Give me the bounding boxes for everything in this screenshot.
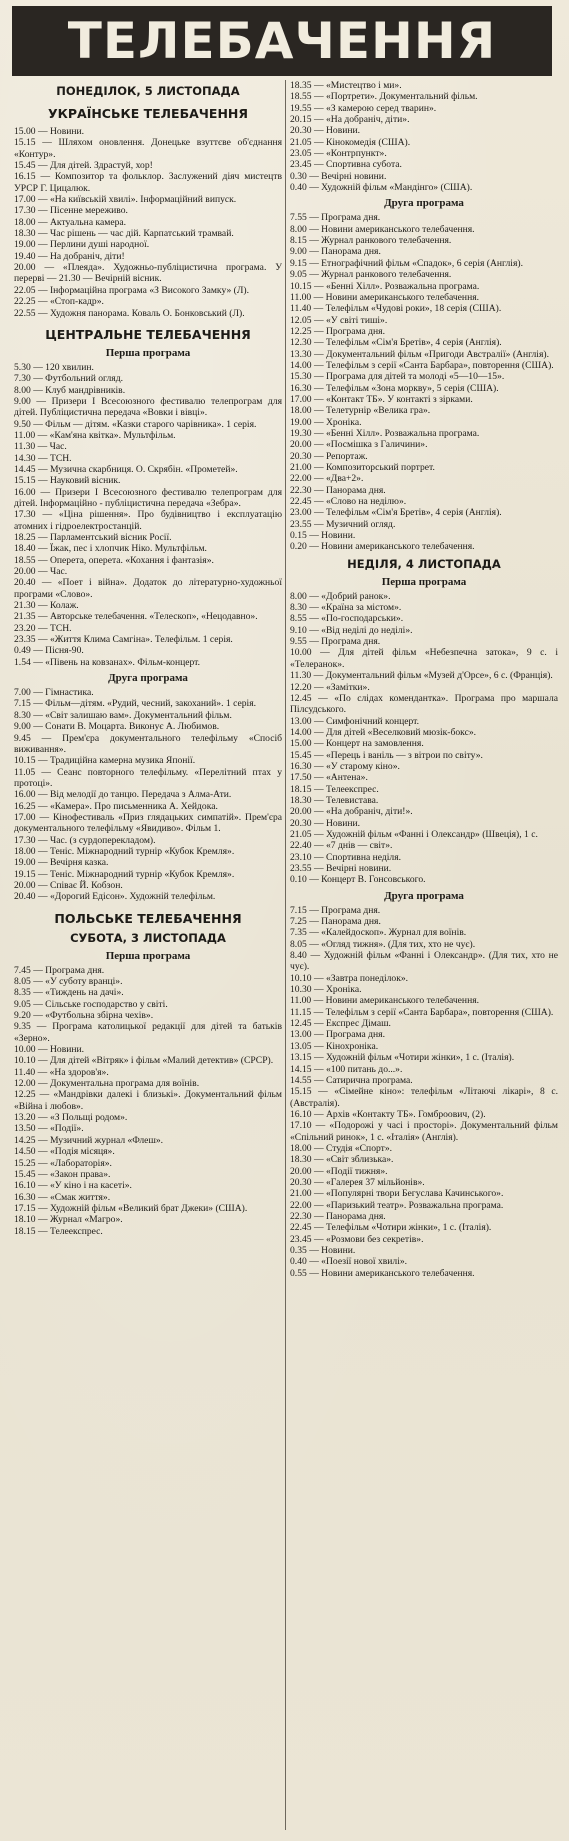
listing-entry: 18.00 — Телетурнір «Велика гра». [290,405,431,417]
listing-entry: 14.55 — Сатирична програма. [290,1074,413,1086]
listing-entry: 0.10 — Концерт В. Гонсовського. [290,874,426,886]
listing-entry: 10.10 — «Завтра понеділок». [290,972,409,984]
program-heading-central-first: Перша програма [105,346,191,359]
listing-entry: 23.35 — «Життя Клима Самгіна». Телефільм. 1 серія. [14,634,233,646]
listing-entry: 7.30 — Футбольний огляд. [14,373,123,385]
listing-entry: 14.00 — Телефільм з серії «Санта Барбара», повторення (США). [290,359,554,371]
listing-entry: 11.15 — Телефільм з серії «Санта Барбара», повторення (США). [290,1006,554,1018]
listing-entry: 9.05 — Сільське господарство у світі. [14,998,168,1010]
listing-entry: 17.00 — Кінофестиваль «Приз глядацьких симпатій». Прем'єра документального телефільму «Явидиво». Фільм 1. [14,811,282,835]
channel-heading-central: ЦЕНТРАЛЬНЕ ТЕЛЕБАЧЕННЯ [45,326,251,342]
listing-entry: 11.30 — Час. [14,441,67,453]
listing-entry: 8.55 — «По-господарськи». [290,613,404,625]
listing-entry: 7.35 — «Калейдоскоп». Журнал для воїнів. [290,927,467,939]
listing-entry: 16.25 — «Камера». Про письменника А. Хейдока. [14,800,218,812]
listing-entry: 16.30 — «Смак життя». [14,1191,111,1203]
listing-entry: 0.40 — Художній фільм «Мандінго» (США). [290,182,473,194]
listing-entry: 0.30 — Вечірні новини. [290,170,387,182]
listing-entry: 11.40 — «На здоров'я». [14,1066,109,1078]
listing-entry: 8.35 — «Тиждень на дачі». [14,987,124,999]
listing-entry: 15.00 — Концерт на замовлення. [290,738,424,750]
listing-entry: 16.00 — Призери I Всесоюзного фестивалю телепрограм для дітей. Інформаційно - публіцистична передача «Зебра». [14,486,282,509]
listing-entry: 17.00 — «На київській хвилі». Інформаційний випуск. [14,194,237,206]
listing-entry: 13.00 — Програма дня. [290,1029,385,1041]
listing-entry: 21.30 — Колаж. [14,600,79,612]
listing-entry: 0.15 — Новини. [290,530,356,542]
listing-entry: 12.25 — «Мандрівки далекі і близькі». Документальний фільм «Війна і любов». [14,1089,282,1112]
listing-entry: 13.30 — Документальний фільм «Пригоди Австралії» (Англія). [290,348,549,360]
masthead-title: ТЕЛЕБАЧЕННЯ [67,12,497,70]
listing-polish-second-sun [290,905,558,1279]
listing-entry: 21.05 — Художній фільм «Фанні і Олександр» (Швеція), 1 с. [290,828,538,840]
listing-entry: 18.15 — Телеекспрес. [290,783,379,795]
listing-entry: 11.00 — «Кам'яна квітка». Мультфільм. [14,429,176,441]
listing-entry: 22.25 — «Стоп-кадр». [14,296,104,308]
channel-heading-polish: ПОЛЬСЬКЕ ТЕЛЕБАЧЕННЯ [54,910,242,926]
listing-entry: 15.00 — Новини. [14,126,85,137]
listing-entry: 18.55 — Оперета, оперета. «Кохання і фантазія». [14,554,214,566]
listing-entry: 14.15 — «100 питань до...». [290,1063,403,1075]
listing-entry: 7.00 — Гімнастика. [14,687,94,699]
listing-entry: 17.30 — Пісенне мереживо. [14,205,128,217]
listing-entry: 13.20 — «З Польщі родом». [14,1112,128,1124]
listing-entry: 9.10 — «Від неділі до неділі». [290,624,413,636]
listing-entry: 22.30 — Панорама дня. [290,1210,386,1222]
listing-entry: 12.25 — Програма дня. [290,325,385,337]
listing-entry: 19.55 — «З камерою серед тварин». [290,102,437,114]
listing-entry: 20.30 — «Галерея 37 мільйонів». [290,1176,425,1188]
listing-entry: 17.15 — Художній фільм «Великий брат Джеки» (США). [14,1202,248,1214]
listing-entry: 21.35 — Авторське телебачення. «Телескоп», «Нецодавно». [14,611,258,623]
listing-entry: 18.00 — Актуальна камера. [14,216,127,228]
listing-entry: 20.30 — Репортаж. [290,450,368,462]
listing-entry: 10.00 — Новини. [14,1044,85,1056]
listing-entry: 11.30 — Документальний фільм «Музей д'Орсе», 6 с. (Франція). [290,670,553,682]
listing-entry: 21.05 — Кінокомедія (США). [290,136,411,148]
listing-entry: 15.45 — «Перець і ваніль — з вітрои по світу». [290,749,483,761]
listing-entry: 19.15 — Теніс. Міжнародний турнір «Кубок Кремля». [14,868,235,880]
listing-entry: 20.15 — «На добраніч, діти». [290,114,410,126]
program-heading-central-second: Друга програма [108,672,188,685]
listing-entry: 15.15 — Шляхом оновлення. Донецьке взуттєве об'єднання «Контур». [14,137,282,160]
program-heading-polish-second-sun: Друга програма [384,889,464,902]
listing-entry: 8.30 — «Країна за містом». [290,602,402,614]
listing-entry: 0.20 — Новини американського телебачення. [290,541,475,553]
listing-entry: 18.15 — Телеекспрес. [14,1225,103,1237]
listing-entry: 8.40 — Художній фільм «Фанні і Олександр». (Для тих, хто не чує). [290,950,558,973]
listing-entry: 9.45 — Прем'єра документального телефільму «Спосіб виживання». [14,732,282,755]
listing-entry: 8.00 — «Добрий ранок». [290,590,391,602]
program-heading-polish-second-sat: Друга програма [384,197,464,210]
listing-entry: 20.00 — Співає Й. Кобзон. [14,879,123,891]
day-heading-monday: ПОНЕДІЛОК, 5 ЛИСТОПАДА [56,84,240,98]
listing-entry: 16.10 — «У кіно і на касеті». [14,1180,132,1192]
listing-entry: 0.49 — Пісня-90. [14,645,84,657]
listing-entry: 8.00 — Клуб мандрівників. [14,384,126,396]
listing-entry: 18.10 — Журнал «Магро». [14,1214,123,1226]
listing-entry: 14.50 — «Подія місяця». [14,1146,115,1158]
listing-entry: 22.30 — Панорама дня. [290,484,386,496]
listing-entry: 9.20 — «Футбольна збірна чехів». [14,1010,154,1022]
listing-entry: 15.30 — Програма для дітей та молоді «5—10—15». [290,371,505,383]
listing-entry: 14.45 — Музична скарбниця. О. Скрябін. «Прометей». [14,463,238,475]
listing-entry: 23.45 — Спортивна субота. [290,159,402,171]
listing-entry: 19.30 — «Бенні Хілл». Розважальна програма. [290,427,480,439]
listing-entry: 7.15 — Фільм—дітям. «Рудий, чесний, закоханий». 1 серія. [14,698,257,710]
listing-entry: 20.00 — Час. [14,566,68,578]
listing-entry: 16.15 — Композитор та фольклор. Заслужений діяч мистецтв УРСР Г. Цицалюк. [14,171,282,194]
listing-entry: 8.00 — Новини американського телебачення. [290,223,475,235]
listing-entry: 12.45 — «По слідах комендантка». Програма про маршала Пілсудського. [290,692,558,716]
listing-entry: 9.00 — Панорама дня. [290,246,381,258]
column-divider [285,80,286,1830]
listing-entry: 9.00 — Сонати В. Моцарта. Виконує А. Любимов. [14,721,220,733]
listing-entry: 19.00 — Перлини душі народної. [14,239,150,251]
listing-entry: 20.40 — «Дорогий Едісон». Художній телефільм. [14,891,216,903]
listing-entry: 9.05 — Журнал ранкового телебачення. [290,269,452,281]
listing-entry: 10.15 — «Бенні Хілл». Розважальна програма. [290,280,480,292]
listing-entry: 17.30 — «Ціна рішення». Про будівництво і експлуатацію атомних і гідроелектростанцій. [14,509,282,532]
listing-entry: 13.00 — Симфонічний концерт. [290,715,420,727]
listing-entry: 20.00 — «Події тижня». [290,1165,388,1177]
listing-entry: 20.40 — «Поет і війна». Додаток до літературно-художньої програми «Слово». [14,577,282,600]
right-column [290,80,558,1836]
listing-entry: 8.30 — «Світ залишаю вам». Документальний фільм. [14,709,232,721]
listing-entry: 18.35 — «Мистецтво і ми». [290,80,402,91]
listing-entry: 12.45 — Експрес Дімаш. [290,1018,391,1030]
listing-entry: 18.30 — «Світ зблизька». [290,1154,394,1166]
listing-entry: 18.30 — Телевистава. [290,794,379,806]
listing-entry: 23.10 — Спортивна неділя. [290,851,402,863]
listing-entry: 9.55 — Програма дня. [290,636,381,648]
listing-polish-first-sat [14,965,282,1237]
listing-entry: 18.55 — «Портрети». Документальний фільм. [290,91,478,103]
listing-entry: 19.40 — На добраніч, діти! [14,250,125,262]
listing-entry: 23.05 — «Контрпункт». [290,148,387,160]
listing-entry: 0.35 — Новини. [290,1245,356,1256]
listing-entry: 18.30 — Час рішень — час дій. Карпатський трамвай. [14,228,234,240]
listing-entry: 13.05 — Кінохроніка. [290,1040,379,1052]
listing-entry: 11.40 — Телефільм «Чудові роки», 18 серія (США). [290,303,502,315]
listing-entry: 12.05 — «У світі тиші». [290,314,388,326]
listing-entry: 10.10 — Для дітей «Вітряк» і фільм «Малий детектив» (СРСР). [14,1055,274,1067]
listing-entry: 7.25 — Панорама дня. [290,916,381,928]
listing-entry: 22.05 — Інформаційна програма «З Високого Замку» (Л). [14,284,249,296]
listing-entry: 15.45 — «Закон права». [14,1168,111,1180]
listing-entry: 13.50 — «Події». [14,1123,84,1135]
listing-entry: 7.15 — Програма дня. [290,904,381,916]
listing-entry: 8.05 — «Огляд тижня». (Для тих, хто не чує). [290,938,476,950]
listing-entry: 13.15 — Художній фільм «Чотири жінки», 1 с. (Італія). [290,1052,515,1064]
listing-entry: 11.05 — Сеанс повторного телефільму. «Перелітний птах у протоці». [14,766,282,789]
listing-entry: 14.30 — ТСН. [14,452,72,464]
listing-entry: 16.10 — Архів «Контакту ТБ». Гомброович, (2). [290,1108,486,1120]
listing-entry: 18.00 — Студія «Спорт». [290,1142,393,1154]
listing-entry: 23.55 — Вечірні новини. [290,863,392,874]
listing-entry: 15.25 — «Лабораторія». [14,1157,112,1169]
listing-entry: 23.45 — «Розмови без секретів». [290,1233,424,1245]
left-column [14,80,282,1836]
listing-polish-first-sat-continued [290,80,558,193]
listing-entry: 12.30 — Телефільм «Сім'я Бретів», 4 серія (Англія). [290,337,502,349]
listing-central-first [14,362,282,668]
listing-entry: 23.20 — ТСН. [14,622,72,634]
listing-entry: 7.45 — Програма дня. [14,964,105,976]
listing-entry: 12.20 — «Замітки». [290,681,370,693]
listing-polish-second-sat [290,212,558,552]
listing-entry: 7.55 — Програма дня. [290,212,381,224]
listing-entry: 16.00 — Від мелодії до танцю. Передача з Алма-Ати. [14,789,232,801]
listing-entry: 22.00 — «Паризький театр». Розважальна програма. [290,1199,504,1211]
listing-entry: 20.30 — Новини. [290,817,361,829]
masthead [12,6,552,76]
listing-entry: 17.10 — «Подорожі у часі і просторі». Документальний фільм «Спільний ринок», 1 с. «Італія» (Англія). [290,1120,558,1143]
listing-central-second [14,687,282,903]
listing-entry: 18.40 — Їжак, пес і хлопчик Ніко. Мультфільм. [14,543,207,555]
listing-entry: 22.45 — «Слово на неділю». [290,496,407,508]
listing-entry: 0.55 — Новини американського телебачення. [290,1267,475,1279]
listing-entry: 21.00 — «Популярні твори Бегуслава Качинського». [290,1188,504,1200]
listing-entry: 14.00 — Для дітей «Веселковий мюзік-бокс». [290,726,477,738]
listing-entry: 9.15 — Етнографічний фільм «Спадок», 6 серія (Англія). [290,257,523,269]
listing-entry: 16.30 — Телефільм «Зона моркву», 5 серія (США). [290,382,499,394]
listing-entry: 5.30 — 120 хвилин. [14,361,94,373]
listing-entry: 10.15 — Традиційна камерна музика Японії. [14,755,196,767]
channel-heading-ukrainian: УКРАЇНСЬКЕ ТЕЛЕБАЧЕННЯ [48,106,248,121]
listing-entry: 20.00 — «На добраніч, діти!». [290,806,413,818]
listing-ukrainian [14,126,282,319]
listing-entry: 17.50 — «Антена». [290,772,368,784]
listing-entry: 15.15 — «Сімейне кіно»: телефільм «Літаючі лікарі», 8 с. (Австралія). [290,1086,558,1109]
listing-entry: 11.00 — Новини американського телебачення. [290,995,480,1007]
listing-entry: 11.00 — Новини американського телебачення. [290,291,480,303]
listing-entry: 20.30 — Новини. [290,125,361,137]
listing-entry: 14.25 — Музичний журнал «Флеш». [14,1134,164,1146]
day-heading-sunday: НЕДІЛЯ, 4 ЛИСТОПАДА [347,556,501,571]
listing-entry: 17.30 — Час. (з сурдоперекладом). [14,834,156,846]
listing-entry: 9.50 — Фільм — дітям. «Казки старого чарівника». 1 серія. [14,418,257,430]
listing-entry: 23.55 — Музичний огляд. [290,518,396,530]
listing-entry: 18.25 — Парламентський вісник Росії. [14,532,172,543]
program-heading-polish-first: Перша програма [105,949,191,962]
listing-entry: 19.00 — Хроніка. [290,416,362,428]
listing-entry: 12.00 — Документальна програма для воїнів. [14,1078,200,1090]
day-heading-saturday: СУБОТА, 3 ЛИСТОПАДА [70,930,226,945]
program-heading-polish-first-sun: Перша програма [381,575,467,588]
listing-entry: 23.00 — Телефільм «Сім'я Бретів», 4 серія (Англія). [290,507,502,519]
listing-entry: 16.30 — «У старому кіно». [290,760,400,772]
listing-entry: 22.45 — Телефільм «Чотири жінки», 1 с. (Італія). [290,1222,492,1234]
listing-entry: 8.05 — «У суботу вранці». [14,976,123,987]
listing-polish-first-sun [290,591,558,886]
listing-entry: 1.54 — «Півень на ковзанах». Фільм-концерт. [14,656,201,668]
listing-entry: 0.40 — «Поезії нової хвилі». [290,1256,408,1268]
listing-entry: 20.00 — «Посмішка з Галичини». [290,439,428,451]
listing-entry: 10.30 — Хроніка. [290,984,362,996]
listing-entry: 22.55 — Художня панорама. Коваль О. Бонковський (Л). [14,307,245,319]
listing-entry: 15.45 — Для дітей. Здрастуй, хор! [14,160,153,172]
listing-entry: 19.00 — Вечірня казка. [14,857,109,869]
listing-entry: 20.00 — «Плеяда». Художньо-публіцистична програма. У перерві — 21.30 — Вечірній вісник. [14,262,282,285]
listing-entry: 22.00 — «Два+2». [290,473,364,485]
listing-entry: 18.00 — Теніс. Міжнародний турнір «Кубок Кремля». [14,845,235,857]
listing-entry: 9.00 — Призери I Всесоюзного фестивалю телепрограм для дітей. Публіцистична передача «Вовки і вівці». [14,395,282,419]
listing-entry: 22.40 — «7 днів — світ». [290,840,393,852]
listing-entry: 8.15 — Журнал ранкового телебачення. [290,235,452,247]
listing-entry: 21.00 — Композиторський портрет. [290,462,435,473]
listing-entry: 15.15 — Науковий вісник. [14,475,121,487]
listing-entry: 17.00 — «Контакт ТБ». У контакті з зірками. [290,393,473,405]
listing-entry: 9.35 — Програма католицької редакції для дітей та батьків «Зерно». [14,1021,282,1044]
listing-entry: 10.00 — Для дітей фільм «Небезпечна затока», 9 с. і «Телеранок». [290,647,558,670]
